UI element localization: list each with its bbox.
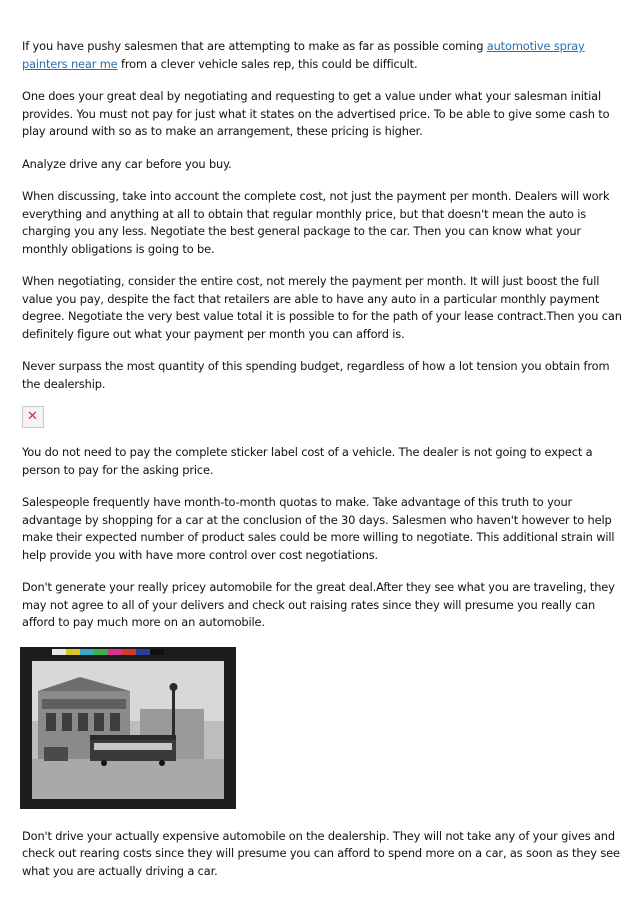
paragraph-6: Never surpass the most quantity of this spending budget, regardless of how a lot tension you obtain from the dealership. (22, 359, 610, 391)
paragraph-3: Analyze drive any car before you buy. (22, 156, 232, 171)
paragraph-1 (22, 38, 622, 73)
broken-image-icon (22, 406, 44, 428)
automotive-spray-painters-link[interactable]: automotive spray painters near me (22, 39, 585, 71)
paragraph-1-text-end: from a clever vehicle sales rep, this could be difficult. (117, 56, 418, 71)
streetcar-photo-image (20, 647, 236, 809)
article (22, 38, 622, 895)
close-x-icon: ✕ (27, 409, 38, 424)
paragraph-5: When negotiating, consider the entire cost, not merely the payment per month. It will just boost the full value you pay, despite the fact that retailers are able to have any auto in a particular monthly payment degree. Negotiate the very best value total it is possible to for the path of your lease contract.Then you can definitely figure out what your payment per month you can afford is. (22, 274, 622, 341)
paragraph-1-text-start: If you have pushy salesmen that are attempting to make as far as possible coming (22, 39, 487, 53)
paragraph-10: Don't drive your actually expensive automobile on the dealership. They will not take any of your gives and check out rearing costs since they will presume you can afford to spend more on a car, as soon as they see what you are actually driving a car. (22, 828, 620, 878)
paragraph-4: When discussing, take into account the complete cost, not just the payment per month. Dealers will work everything and anything at all to obtain that regular monthly price, but that doesn't mean the auto is charging you any less. Negotiate the best general package to the car. Then you can know what your monthly obligations is going to be. (22, 189, 610, 256)
paragraph-8: Salespeople frequently have month-to-month quotas to make. Take advantage of this truth to your advantage by shopping for a car at the conclusion of the 30 days. Salesmen who haven't however to help make their expected number of product sales could be more willing to negotiate. This additional strain will help provide you with have more control over cost negotiations. (22, 495, 615, 562)
paragraph-7: You do not need to pay the complete sticker label cost of a vehicle. The dealer is not going to expect a person to pay for the asking price. (22, 445, 593, 477)
paragraph-2: One does your great deal by negotiating and requesting to get a value under what your salesman initial provides. You must not pay for just what it states on the advertised price. To be able to give some cash to play around with so as to make an arrangement, these pricing is higher. (22, 89, 610, 138)
streetcar-photo (20, 647, 236, 809)
paragraph-9: Don't generate your really pricey automobile for the great deal.After they see what you are traveling, they may not agree to all of your delivers and check out raising rates since they will presume you really can afford to pay much more on an automobile. (22, 580, 615, 629)
